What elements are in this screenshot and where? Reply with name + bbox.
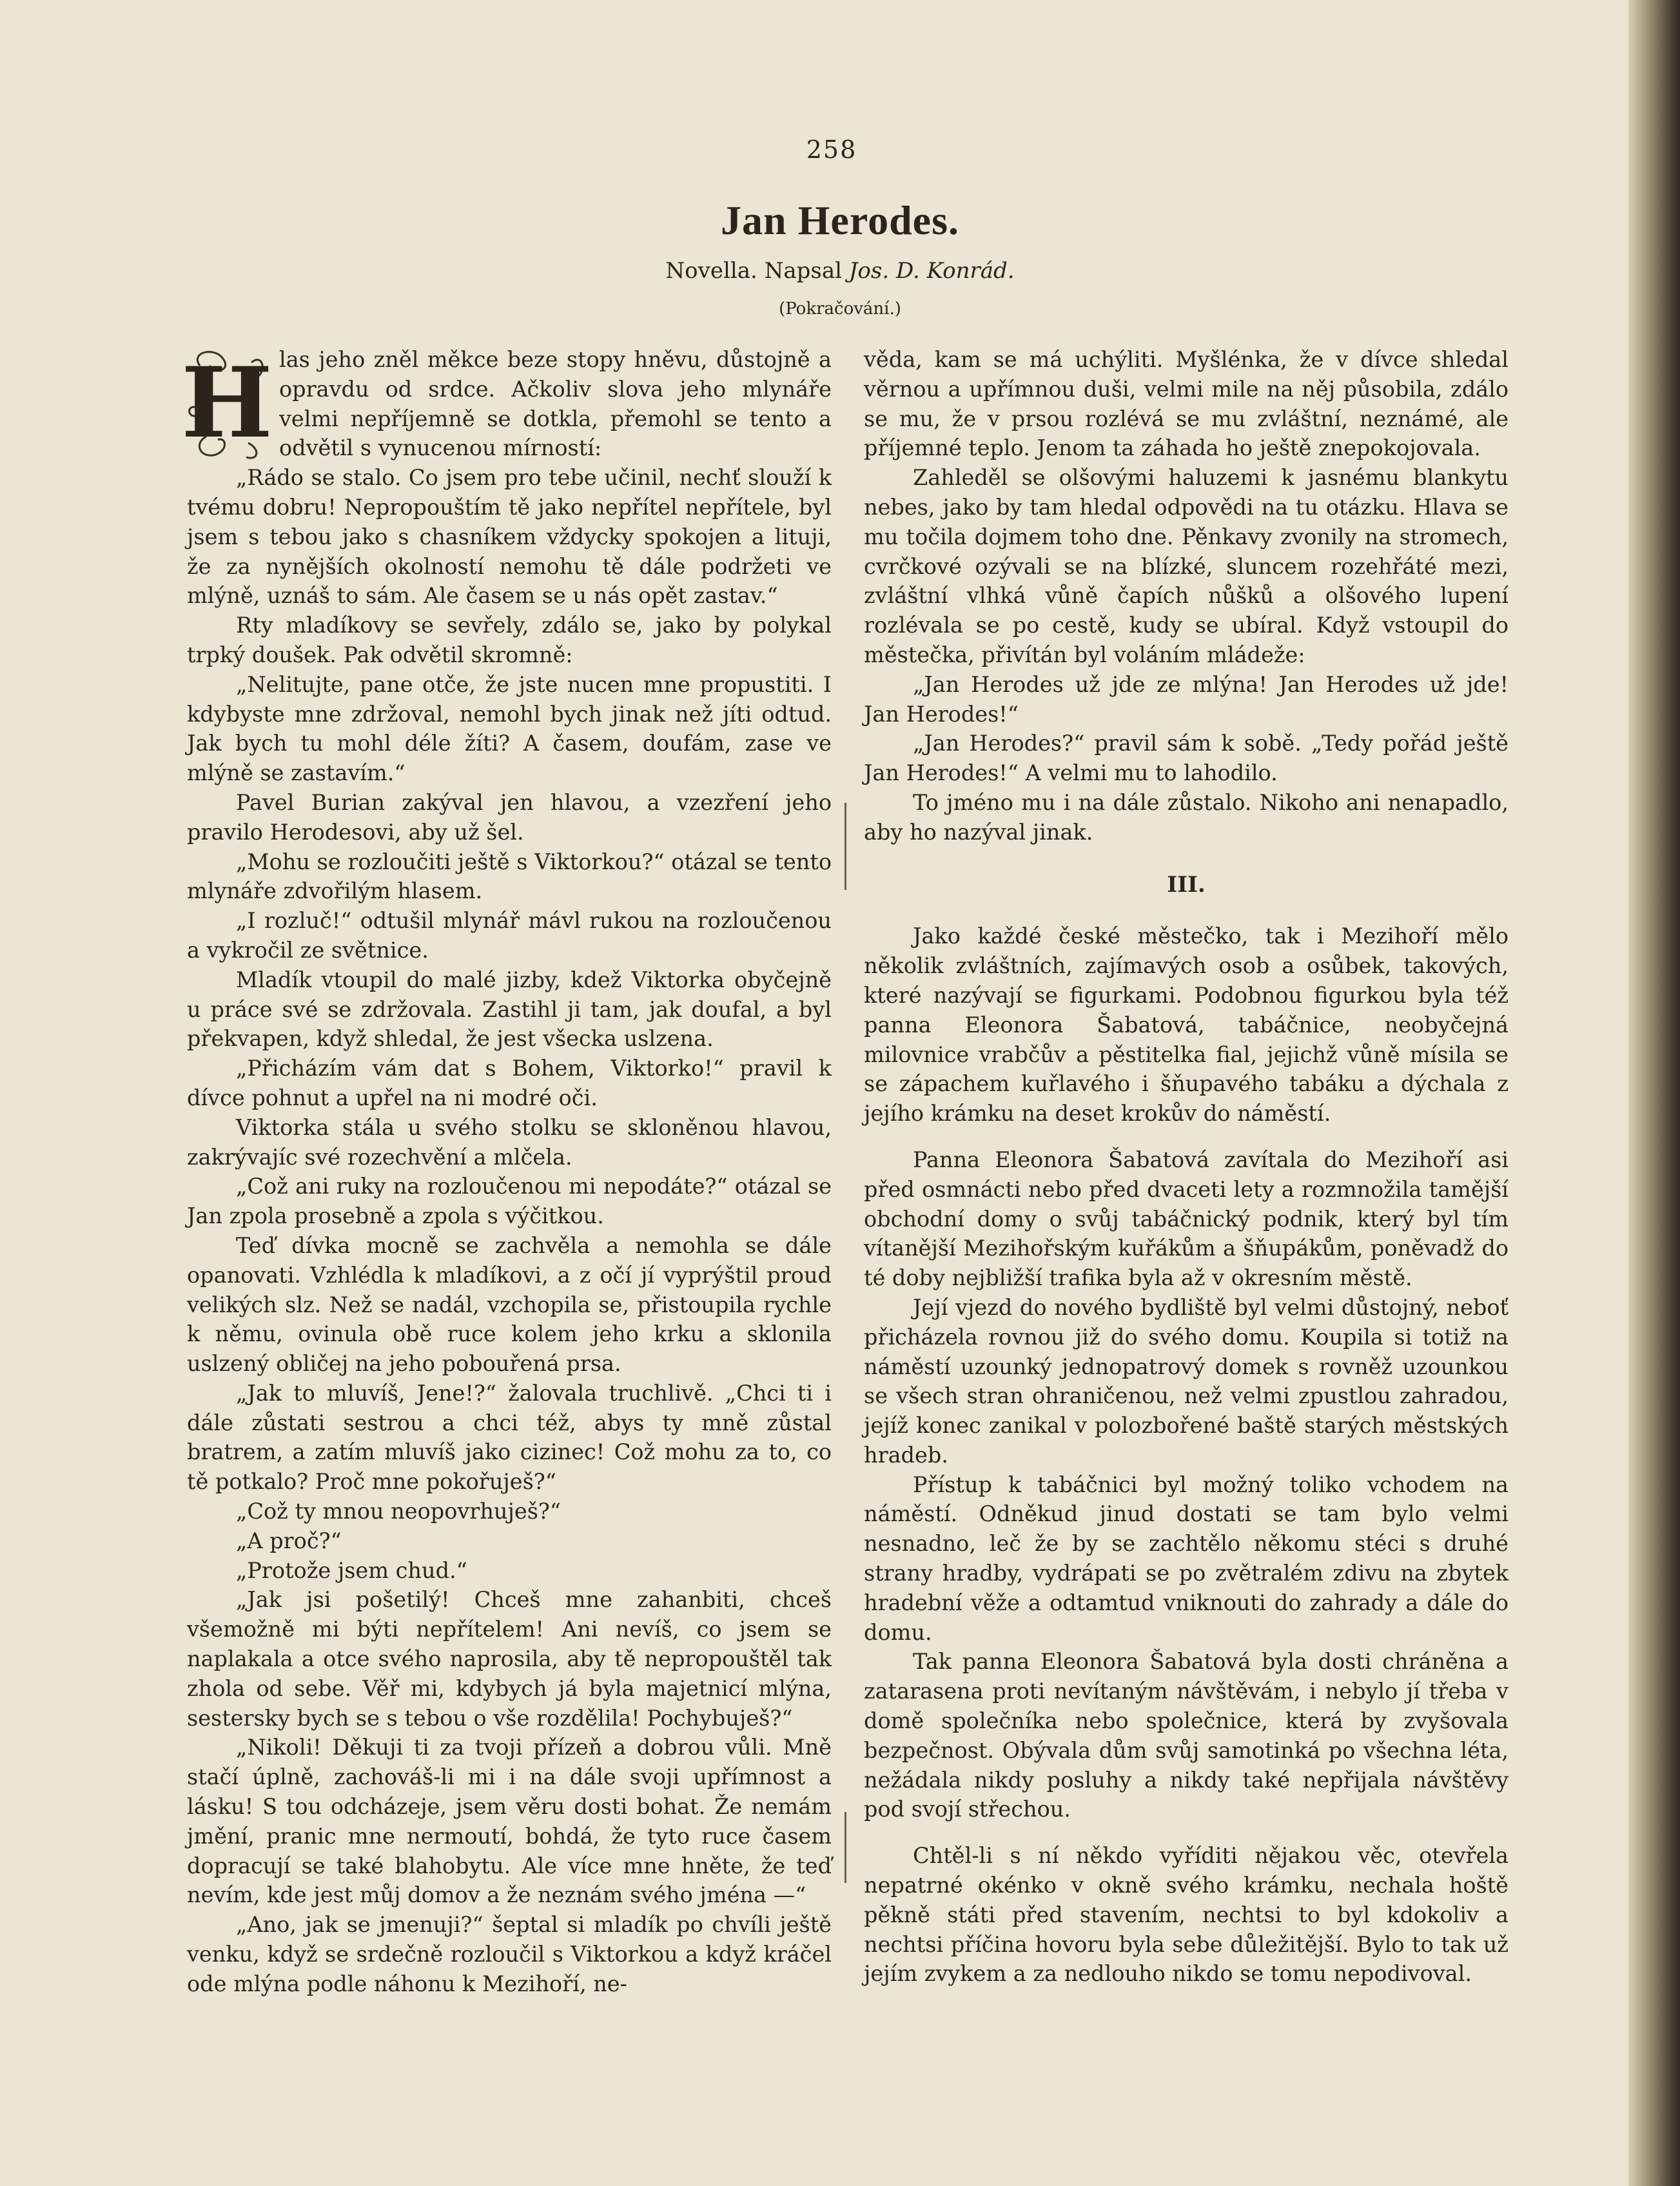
paragraph: „I rozluč!“ odtušil mlynář mávl rukou na rozloučenou a vykročil ze světnice. [187, 908, 832, 963]
dropcap-ornament [181, 346, 273, 462]
paragraph: „Rádo se stalo. Co jsem pro tebe učinil, nechť slouží k tvému dobru! Nepropouštím tě jako nepřítel nepřítele, byl jsem s tebou jako s chasníkem vždycky spokojen a lituji, že za nynějších okolností nemohu tě dále podržeti ve mlýně, uznáš to sám. Ale časem se u nás opět zastav.“ [187, 465, 832, 609]
paragraph: „Protože jsem chud.“ [236, 1557, 467, 1583]
paragraph: „Jak jsi pošetilý! Chceš mne zahanbiti, chceš všemožně mi býti nepřítelem! Ani nevíš, co jsem se naplakala a otce svého naprosila, aby tě nepropouštěl tak zhola od sebe. Věř mi, kdybych já byla majetnicí mlýna, sestersky bych se s tebou o vše rozdělila! Pochybuješ?“ [187, 1587, 832, 1731]
paragraph: „Nikoli! Děkuji ti za tvoji přízeň a dobrou vůli. Mně stačí úplně, zachováš-li mi i na dále svoji upřímnost a lásku! S tou odcházeje, jsem věru dosti bohat. Že nemám jmění, pranic mne nermoutí, bohdá, že tyto ruce časem dopracují se také blahobytu. Ale více mne hněte, že teď nevím, kde jest můj domov a že neznám svého jména —“ [187, 1735, 832, 1908]
paragraph: Chtěl-li s ní někdo vyříditi nějakou věc, otevřela nepatrné okénko v okně svého krámku, nechala hoště pěkně státi před stavením, nechtsi to byl kdokoliv a nechtsi příčina hovoru byla sebe důležitější. Bylo to tak už jejím zvykem a za nedlouho nikdo se tomu nepodivoval. [864, 1843, 1509, 1987]
paragraph: „A proč?“ [236, 1528, 342, 1553]
paragraph: „Mohu se rozloučiti ještě s Viktorkou?“ otázal se tento mlynáře zdvořilým hlasem. [187, 849, 832, 904]
paragraph: las jeho zněl měkce beze stopy hněvu, důstojně a opravdu od srdce. Ačkoliv slova jeho mlynáře velmi nepříjemně se dotkla, přemohl se tento a odvětil s vynucenou mírností: [279, 347, 832, 461]
paragraph: Teď dívka mocně se zachvěla a nemohla se dále opanovati. Vzhlédla k mladíkovi, a z očí jí vyprýštil proud velikých slz. Než se nadál, vzchopila se, přistoupila rychle k němu, ovinula obě ruce kolem jeho krku a sklonila uslzený obličej na jeho pobouřená prsa. [187, 1232, 832, 1377]
left-column-paragraphs [187, 345, 832, 1999]
column-rule-bottom [845, 1812, 846, 1883]
column-rule-top [845, 803, 846, 890]
paragraph: Pavel Burian zakýval jen hlavou, a vzezření jeho pravilo Herodesovi, aby už šel. [187, 789, 832, 845]
section-heading: III. [1167, 871, 1206, 898]
paragraph: „Nelitujte, pane otče, že jste nucen mne propustiti. I kdybyste mne zdržoval, nemohl bych jinak než jíti odtud. Jak bych tu mohl déle žíti? A časem, doufám, zase ve mlýně se zastavím.“ [187, 671, 832, 786]
paragraph: Přístup k tabáčnici byl možný toliko vchodem na náměstí. Odněkud jinud dostati se tam bylo velmi nesnadno, leč že by se zachtělo někomu stéci s druhé strany hradby, vydrápati se po zvětralém zdivu na zbytek hradební věže a odtamtud vniknouti do zahrady a dále do domu. [864, 1472, 1509, 1645]
paragraph: Rty mladíkovy se sevřely, zdálo se, jako by polykal trpký doušek. Pak odvětil skromně: [187, 613, 832, 667]
paragraph: Viktorka stála u svého stolku se skloněnou hlavou, zakrývajíc své rozechvění a mlčela. [187, 1114, 832, 1170]
dropcap-letter: H [181, 346, 273, 460]
right-column [864, 345, 1509, 1989]
book-spine-shadow [1628, 0, 1680, 2186]
paragraph: „Což ty mnou neopovrhuješ?“ [236, 1499, 561, 1524]
left-column [181, 345, 832, 1999]
paragraph: Jako každé české městečko, tak i Mezihoří mělo několik zvláštních, zajímavých osob a osůbek, takových, které nazývají se figurkami. Podobnou figurkou byla též panna Eleonora Šabatová, tabáčnice, neobyčejná milovnice vrabčův a pěstitelka fial, jejichž vůně mísila se se zápachem kuřlavého i šňupavého tabáku a dýchala z jejího krámku na deset krokův do náměstí. [864, 923, 1509, 1127]
paragraph: „Což ani ruky na rozloučenou mi nepodáte?“ otázal se Jan zpola prosebně a zpola s výčitkou. [187, 1174, 832, 1229]
paragraph: Tak panna Eleonora Šabatová byla dosti chráněna a zatarasena proti nevítaným návštěvám, i nebylo jí třeba v domě společníka nebo společnice, která by zvyšovala bezpečnost. Obývala dům svůj samotinká po všechna léta, nežádala nikdy posluhy a nikdy také nepřijala návštěvy pod svojí střechou. [864, 1649, 1509, 1822]
paragraph: Mladík vtoupil do malé jizby, kdež Viktorka obyčejně u práce své se zdržovala. Zastihl ji tam, jak doufal, a byl překvapen, když shledal, že jest všecka uslzena. [187, 967, 832, 1052]
paragraph: „Přicházím vám dat s Bohem, Viktorko!“ pravil k dívce pohnut a upřel na ni modré oči. [187, 1056, 832, 1110]
paragraph: Panna Eleonora Šabatová zavítala do Mezihoří asi před osmnácti nebo před dvaceti lety a rozmnožila tamější obchodní domy o svůj tabáčnický podnik, který byl tím vítanější Mezihořským kuřákům a šňupákům, poněvadž do té doby nejbližší trafika byla až v okresním městě. [864, 1147, 1509, 1291]
continuation-note: (Pokračování.) [779, 299, 901, 319]
paragraph: „Jan Herodes už jde ze mlýna! Jan Herodes už jde! Jan Herodes!“ [864, 671, 1509, 727]
paragraph: Její vjezd do nového bydliště byl velmi důstojný, neboť přicházela rovnou již do svého domu. Koupila si totiž na náměstí uzounký jednopatrový domek s rovněž uzounkou se všech stran ohraničenou, než velmi zpustlou zahradou, jejíž konec zanikal v polozbořené baště starých městských hradeb. [864, 1294, 1509, 1468]
byline [0, 258, 1680, 284]
paragraph: „Ano, jak se jmenuji?“ šeptal si mladík po chvíli ještě venku, když se srdečně rozloučil s Viktorkou a když kráčel ode mlýna podle náhonu k Mezihoří, ne- [187, 1912, 832, 1996]
paragraph: „Jan Herodes?“ pravil sám k sobě. „Tedy pořád ještě Jan Herodes!“ A velmi mu to lahodilo. [864, 731, 1509, 786]
paragraph: To jméno mu i na dále zůstalo. Nikoho ani nenapadlo, aby ho nazýval jinak. [864, 789, 1509, 845]
paragraph: „Jak to mluvíš, Jene!?“ žalovala truchlivě. „Chci ti i dále zůstati sestrou a chci též, abys ty mně zůstal bratrem, a zatím mluvíš jako cizinec! Což mohu za to, co tě potkalo? Proč mne pokořuješ?“ [187, 1380, 832, 1495]
article-title: Jan Herodes. [721, 197, 959, 243]
byline-author: Jos. D. Konrád. [848, 258, 1015, 284]
paragraph: Zahleděl se olšovými haluzemi k jasnému blankytu nebes, jako by tam hledal odpovědi na tu otázku. Hlava se mu točila dojmem toho dne. Pěnkavy zvonily na stromech, cvrčkové ozývali se na blízké, sluncem rozehřáté mezi, zvláštní vlhká vůně čapích nůšků a olšového lupení rozlévala se po cestě, kudy se ubíral. Když vstoupil do městečka, přivítán byl voláním mládeže: [864, 465, 1509, 667]
paragraph: věda, kam se má uchýliti. Myšlénka, že v dívce shledal věrnou a upřímnou duši, velmi mile na něj působila, zdálo se mu, že v prsou rozlévá se mu zvláštní, neznámé, ale příjemné teplo. Jenom ta záhada ho ještě znepokojovala. [864, 347, 1509, 461]
byline-prefix: Novella. Napsal [665, 258, 842, 284]
page-number: 258 [806, 135, 857, 164]
